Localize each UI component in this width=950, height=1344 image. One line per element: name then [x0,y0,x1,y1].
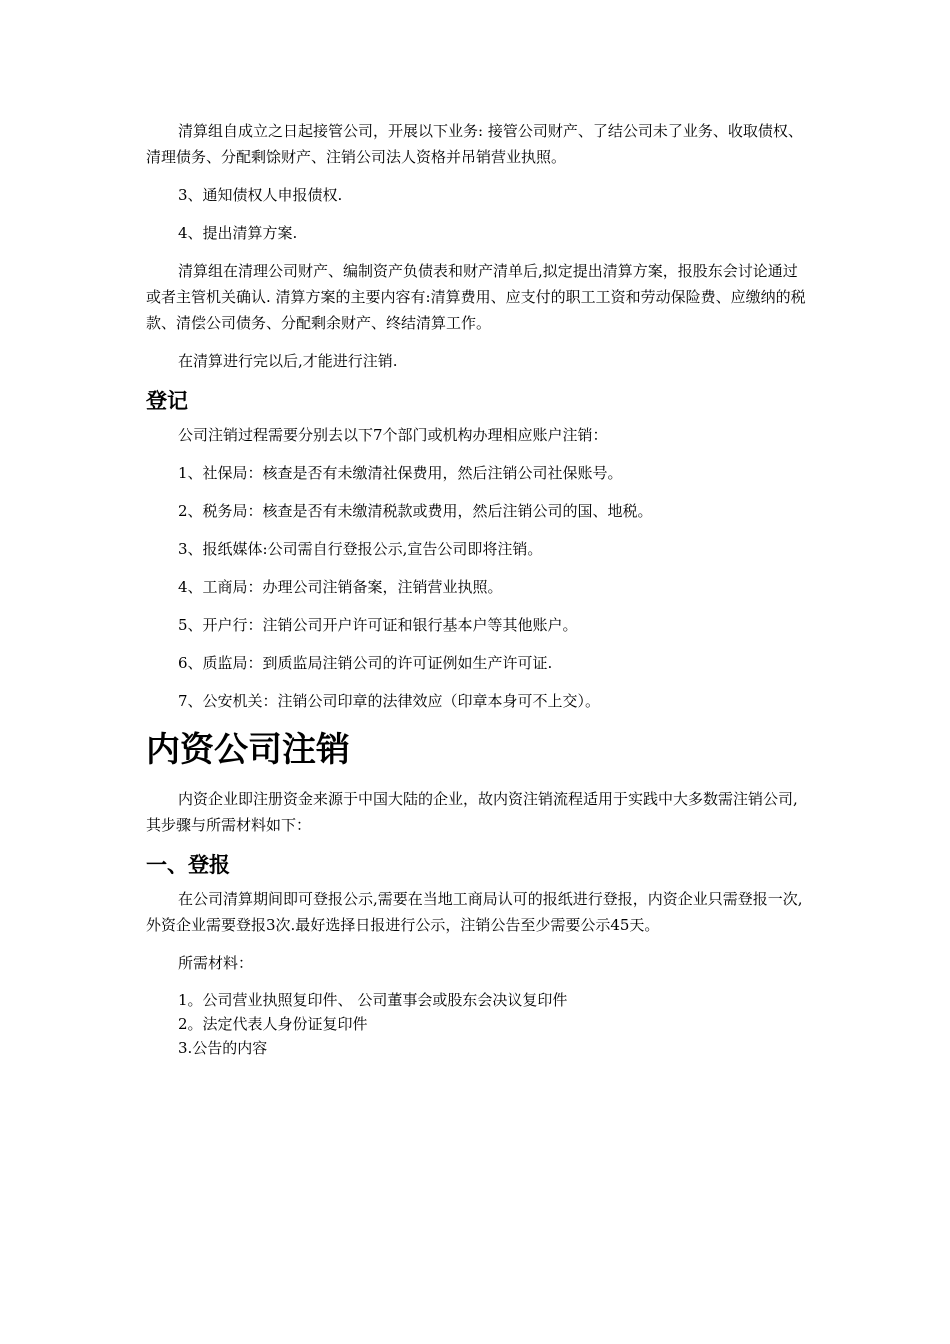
domestic-intro: 内资企业即注册资金来源于中国大陆的企业，故内资注销流程适用于实践中大多数需注销公司,其步骤与所需材料如下： [146,790,798,834]
list-item: 1、社保局：核查是否有未缴清社保费用，然后注销公司社保账号。 [178,464,623,482]
liquidation-paragraph: 清算组自成立之日起接管公司，开展以下业务: 接管公司财产、了结公司未了业务、收取债权、清理债务、分配剩馀财产、注销公司法人资格并吊销营业执照。 [146,122,803,166]
registration-heading: 登记 [146,389,188,413]
list-item: 7、公安机关：注销公司印章的法律效应（印章本身可不上交）。 [178,692,601,710]
list-item: 4、工商局：办理公司注销备案，注销营业执照。 [178,578,503,596]
list-item: 3、报纸媒体:公司需自行登报公示,宣告公司即将注销。 [178,540,543,558]
document-page [146,118,811,1060]
domestic-title: 内资公司注销 [146,730,350,770]
list-item: 3、通知债权人申报债权. [178,186,343,204]
step1-text: 在公司清算期间即可登报公示,需要在当地工商局认可的报纸进行登报，内资企业只需登报一次,外资企业需要登报3次.最好选择日报进行公示，注销公告至少需要公示45天。 [146,890,803,934]
list-item: 4、提出清算方案. [178,224,298,242]
material-item: 3.公告的内容 [178,1039,268,1057]
materials-label: 所需材料： [178,954,254,972]
list-item: 5、开户行：注销公司开户许可证和银行基本户等其他账户。 [178,616,578,634]
liquidation-complete-paragraph: 在清算进行完以后,才能进行注销. [178,352,398,370]
material-item: 1。公司营业执照复印件、 公司董事会或股东会决议复印件 [178,991,568,1009]
step1-heading: 一、登报 [146,853,230,877]
material-item: 2。法定代表人身份证复印件 [178,1015,368,1033]
list-item: 6、质监局：到质监局注销公司的许可证例如生产许可证. [178,654,553,672]
registration-intro: 公司注销过程需要分别去以下7个部门或机构办理相应账户注销： [178,426,608,444]
liquidation-plan-paragraph: 清算组在清理公司财产、编制资产负债表和财产清单后,拟定提出清算方案，报股东会讨论通过或者主管机关确认. 清算方案的主要内容有:清算费用、应支付的职工工资和劳动保险费、应缴纳的税款、清偿公司债务、分配剩余财产、终结清算工作。 [146,262,806,332]
list-item: 2、税务局：核查是否有未缴清税款或费用，然后注销公司的国、地税。 [178,502,653,520]
